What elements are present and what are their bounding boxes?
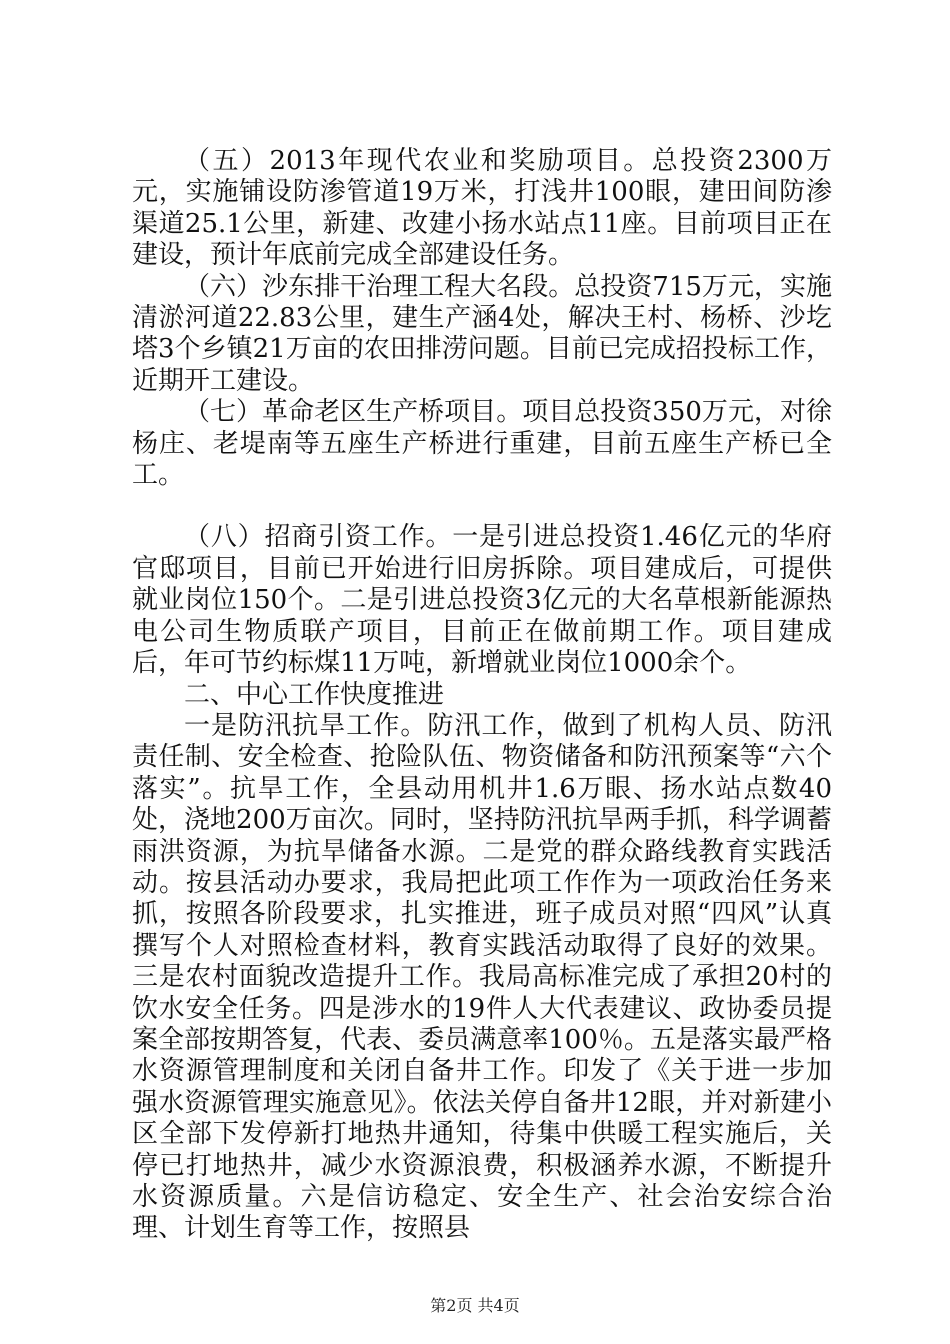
section-heading: 二、中心工作快度推进 (184, 679, 445, 710)
paragraph-central-work: 一是防汛抗旱工作。防汛工作，做到了机构人员、防汛责任制、安全检查、抢险队伍、物资储备和防汛预案等“六个落实”。抗旱工作，全县动用机井1.6万眼、扬水站点数40处，浇地200万亩次。同时，坚持防汛抗旱两手抓，科学调蓄雨洪资源，为抗旱储备水源。二是党的群众路线教育实践活动。按县活动办要求，我局把此项工作作为一项政治任务来抓，按照各阶段要求，扎实推进，班子成员对照“四风”认真撰写个人对照检查材料，教育实践活动取得了良好的效果。三是农村面貌改造提升工作。我局高标准完成了承担20村的饮水安全任务。四是涉水的19件人大代表建议、政协委员提案全部按期答复，代表、委员满意率100％。五是落实最严格水资源管理制度和关闭自备井工作。印发了《关于进一步加强水资源管理实施意见》。依法关停自备井12眼，并对新建小区全部下发停新打地热井通知，待集中供暖工程实施后，关停已打地热井，减少水资源浪费，积极涵养水源，不断提升水资源质量。六是信访稳定、安全生产、社会治安综合治理、计划生育等工作，按照县 (132, 710, 832, 1244)
paragraph-project-6: （六）沙东排干治理工程大名段。总投资715万元，实施清淤河道22.83公里，建生产涵4处，解决王村、杨桥、沙圪塔3个乡镇21万亩的农田排涝问题。目前已完成招投标工作，近期开工建设。 (132, 271, 832, 396)
paragraph-project-5: （五）2013年现代农业和奖励项目。总投资2300万元，实施铺设防渗管道19万米，打浅井100眼，建田间防渗渠道25.1公里，新建、改建小扬水站点11座。目前项目正在建设，预计年底前完成全部建设任务。 (132, 146, 832, 271)
paragraph-investment: （八）招商引资工作。一是引进总投资1.46亿元的华府官邸项目，目前已开始进行旧房拆除。项目建成后，可提供就业岗位150个。二是引进总投资3亿元的大名草根新能源热电公司生物质联产项目，目前正在做前期工作。项目建成后，年可节约标煤11万吨，新增就业岗位1000余个。 (132, 522, 832, 679)
page-footer: 第2页 共4页 (430, 1296, 520, 1315)
document-body (132, 146, 832, 1245)
paragraph-spacer (132, 491, 832, 522)
paragraph-project-7: （七）革命老区生产桥项目。项目总投资350万元，对徐杨庄、老堤南等五座生产桥进行重建，目前五座生产桥已全工。 (132, 397, 832, 491)
